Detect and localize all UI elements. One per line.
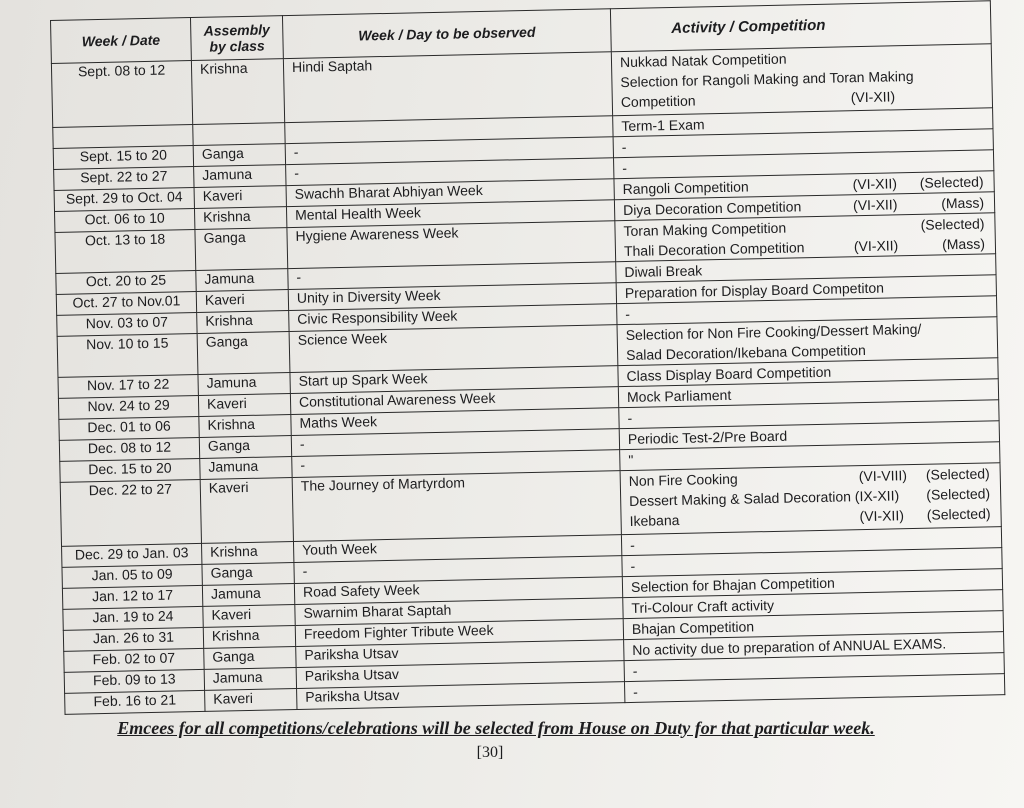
activity-text: -	[621, 138, 627, 156]
assembly-cell: Ganga	[204, 646, 296, 669]
participation-tag: (Selected)	[926, 505, 991, 523]
activity-text: Bhajan Competition	[631, 618, 755, 637]
week-cell: Oct. 20 to 25	[56, 271, 196, 295]
class-range-tag: (VI-XII)	[853, 237, 899, 255]
week-cell: Nov. 24 to 29	[58, 395, 198, 419]
activity-text: Selection for Rangoli Making and Toran Making	[620, 67, 914, 91]
week-cell	[53, 125, 193, 149]
class-range-tag: (VI-XII)	[850, 88, 896, 106]
assembly-cell: Kaveri	[198, 394, 290, 417]
assembly-cell: Kaveri	[203, 605, 295, 628]
week-cell: Oct. 13 to 18	[55, 230, 196, 274]
activity-text: Thali Decoration Competition	[623, 239, 805, 260]
assembly-cell: Ganga	[195, 228, 288, 271]
activity-text: Non Fire Cooking	[628, 470, 738, 489]
class-range-tag: (VI-XII)	[859, 507, 905, 525]
activity-text: Salad Decoration/Ikebana Competition	[625, 341, 866, 364]
activity-text: Competition	[620, 92, 696, 111]
observed-cell: Civic Responsibility Week	[289, 304, 617, 332]
activity-text: Toran Making Competition	[623, 219, 787, 240]
activity-text: Nukkad Natak Competition	[619, 50, 787, 71]
activity-text: -	[625, 305, 631, 323]
activity-text: -	[622, 159, 628, 177]
activity-text: Class Display Board Competition	[626, 363, 832, 385]
observed-cell: Unity in Diversity Week	[288, 283, 616, 311]
class-range-tag: (VI-XII)	[852, 175, 898, 193]
activity-text: Selection for Non Fire Cooking/Dessert Making/	[625, 320, 922, 344]
observed-cell: Youth Week	[293, 535, 621, 563]
observed-cell: Hindi Saptah	[283, 52, 612, 123]
observed-cell: Science Week	[289, 325, 618, 373]
participation-tag: (Mass)	[941, 194, 985, 212]
week-cell: Jan. 05 to 09	[62, 564, 202, 588]
observed-cell: Hygiene Awareness Week	[287, 221, 616, 269]
week-cell: Jan. 26 to 31	[63, 627, 203, 651]
observed-cell: Swarnim Bharat Saptah	[295, 598, 623, 626]
week-cell: Oct. 06 to 10	[55, 209, 195, 233]
week-cell: Sept. 22 to 27	[54, 167, 194, 191]
assembly-cell: Jamuna	[200, 457, 292, 480]
class-range-tag: (VI-XII)	[852, 196, 898, 214]
activity-text: -	[632, 662, 638, 679]
page-number: [30]	[476, 744, 504, 761]
observed-cell: -	[292, 450, 620, 478]
activity-text: "	[628, 451, 634, 468]
schedule-table	[50, 0, 1005, 715]
activity-text: Term-1 Exam	[621, 116, 705, 135]
activity-text: Preparation for Display Board Competiton	[624, 279, 885, 302]
activity-text: Diya Decoration Competition	[622, 198, 802, 219]
assembly-cell: Krishna	[203, 625, 295, 648]
week-cell: Feb. 02 to 07	[64, 648, 204, 672]
class-range-tag: (VI-VIII)	[858, 467, 908, 485]
assembly-cell: Jamuna	[202, 584, 294, 607]
assembly-cell: Ganga	[199, 436, 291, 459]
participation-tag: (Selected)	[925, 465, 990, 483]
participation-tag: (Selected)	[926, 485, 991, 503]
header-assembly: Assembly by class	[190, 16, 283, 61]
week-cell: Nov. 17 to 22	[58, 374, 198, 398]
header-week: Week / Date	[51, 18, 192, 64]
observed-cell: The Journey of Martyrdom	[292, 471, 621, 542]
observed-cell: -	[286, 158, 614, 186]
activity-cell	[617, 317, 998, 366]
assembly-cell: Krishna	[191, 59, 284, 125]
activity-text: Periodic Test-2/Pre Board	[627, 427, 788, 447]
activity-text: Rangoli Competition	[622, 178, 749, 198]
activity-text: -	[627, 409, 633, 426]
week-cell: Sept. 15 to 20	[53, 146, 193, 170]
week-cell: Dec. 01 to 06	[59, 416, 199, 440]
observed-cell: Maths Week	[291, 408, 619, 436]
observed-cell: -	[291, 429, 619, 457]
activity-cell	[615, 213, 996, 262]
assembly-cell: Krishna	[197, 311, 289, 334]
assembly-cell: Krishna	[194, 207, 286, 230]
observed-cell: Pariksha Utsav	[296, 661, 624, 689]
activity-cell	[620, 463, 1001, 535]
week-cell: Sept. 29 to Oct. 04	[54, 188, 194, 212]
activity-text: -	[633, 683, 639, 700]
schedule-sheet	[50, 0, 1024, 736]
week-cell: Dec. 08 to 12	[59, 437, 199, 461]
assembly-cell: Jamuna	[194, 165, 286, 188]
participation-tag: (Selected)	[920, 215, 985, 233]
week-cell: Sept. 08 to 12	[51, 61, 192, 128]
observed-cell: Pariksha Utsav	[297, 682, 625, 710]
activity-text: Selection for Bhajan Competition	[630, 574, 836, 595]
activity-text: Mock Parliament	[626, 386, 732, 405]
activity-text: Diwali Break	[624, 262, 703, 281]
week-cell: Jan. 12 to 17	[62, 585, 202, 609]
activity-text: -	[629, 536, 635, 553]
assembly-cell: Ganga	[202, 563, 294, 586]
assembly-cell: Kaveri	[194, 186, 286, 209]
assembly-cell: Kaveri	[205, 688, 297, 711]
assembly-cell: Jamuna	[198, 373, 290, 396]
observed-cell: -	[288, 262, 616, 290]
assembly-cell: Kaveri	[196, 290, 288, 313]
observed-cell: -	[285, 137, 613, 165]
week-cell: Feb. 16 to 21	[65, 690, 205, 714]
observed-cell: Start up Spark Week	[290, 366, 618, 394]
assembly-cell: Ganga	[193, 144, 285, 167]
observed-cell: Constitutional Awareness Week	[290, 387, 618, 415]
observed-cell: Pariksha Utsav	[296, 640, 624, 668]
assembly-cell: Ganga	[197, 332, 290, 375]
week-cell: Nov. 10 to 15	[57, 333, 198, 377]
observed-cell: Road Safety Week	[294, 577, 622, 605]
activity-text: Tri-Colour Craft activity	[631, 596, 775, 616]
activity-cell	[611, 44, 992, 116]
footer-note: Emcees for all competitions/celebrations will be selected from House on Duty for that particular week.	[117, 718, 875, 738]
week-cell: Dec. 29 to Jan. 03	[62, 543, 202, 567]
assembly-cell: Krishna	[199, 415, 291, 438]
assembly-cell: Jamuna	[196, 269, 288, 292]
schedule-body	[51, 44, 1004, 715]
observed-cell: Swachh Bharat Abhiyan Week	[286, 179, 614, 207]
activity-text: Ikebana	[629, 511, 680, 529]
participation-tag: (Mass)	[941, 235, 986, 253]
participation-tag: (Selected)	[919, 173, 984, 191]
observed-cell: Mental Health Week	[286, 200, 614, 228]
week-cell: Dec. 22 to 27	[60, 479, 201, 546]
week-cell: Jan. 19 to 24	[63, 606, 203, 630]
assembly-cell: Krishna	[201, 542, 293, 565]
observed-cell: -	[294, 556, 622, 584]
assembly-cell	[193, 123, 285, 146]
activity-text: -	[630, 557, 636, 574]
week-cell: Feb. 09 to 13	[64, 669, 204, 693]
assembly-cell: Kaveri	[200, 478, 293, 544]
activity-text: No activity due to preparation of ANNUAL EXAMS.	[632, 635, 947, 658]
header-activity: Activity / Competition	[610, 1, 991, 52]
assembly-cell: Jamuna	[204, 667, 296, 690]
activity-text: Dessert Making & Salad Decoration (IX-XII)	[629, 487, 900, 509]
week-cell: Dec. 15 to 20	[60, 458, 200, 482]
week-cell: Nov. 03 to 07	[57, 312, 197, 336]
header-observed: Week / Day to be observed	[282, 9, 611, 59]
week-cell: Oct. 27 to Nov.01	[56, 291, 196, 315]
observed-cell: Freedom Fighter Tribute Week	[295, 619, 623, 647]
